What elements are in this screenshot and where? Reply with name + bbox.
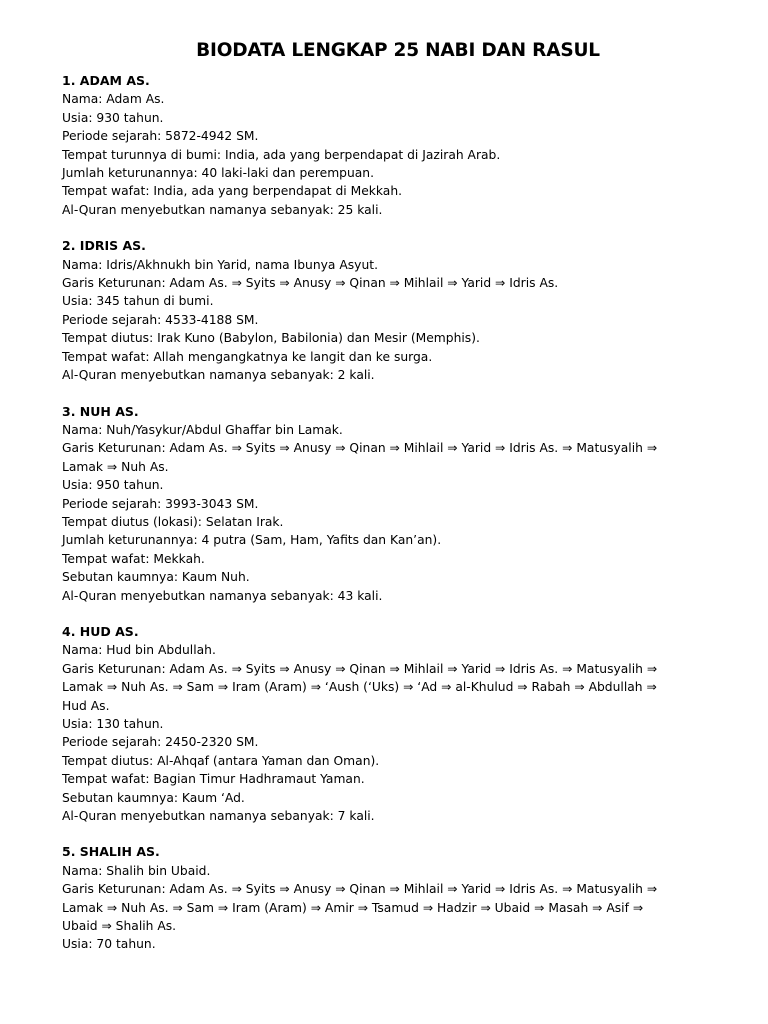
biodata-line: Al-Quran menyebutkan namanya sebanyak: 43 kali. (62, 588, 383, 603)
biodata-line: Nama: Adam As. (62, 92, 165, 107)
biodata-line: Al-Quran menyebutkan namanya sebanyak: 2 kali. (62, 368, 375, 383)
biodata-line: Tempat wafat: Bagian Timur Hadhramaut Yaman. (62, 772, 365, 787)
biodata-line: Usia: 930 tahun. (62, 110, 164, 125)
biodata-line: Nama: Idris/Akhnukh bin Yarid, nama Ibunya Asyut. (62, 257, 378, 272)
biodata-line: Jumlah keturunannya: 4 putra (Sam, Ham, Yafits dan Kan’an). (62, 533, 442, 548)
prophet-section (62, 843, 722, 953)
biodata-line: Tempat turunnya di bumi: India, ada yang berpendapat di Jazirah Arab. (62, 147, 501, 162)
document-page (62, 38, 722, 972)
section-heading: 4. HUD AS. (62, 623, 139, 639)
prophet-section (62, 72, 722, 219)
biodata-line: Lamak ⇒ Nuh As. (62, 459, 169, 474)
biodata-line: Garis Keturunan: Adam As. ⇒ Syits ⇒ Anusy ⇒ Qinan ⇒ Mihlail ⇒ Yarid ⇒ Idris As. (62, 276, 559, 291)
biodata-line: Nama: Hud bin Abdullah. (62, 643, 216, 658)
biodata-line: Al-Quran menyebutkan namanya sebanyak: 7 kali. (62, 809, 375, 824)
biodata-line: Tempat diutus: Al-Ahqaf (antara Yaman dan Oman). (62, 753, 380, 768)
biodata-line: Garis Keturunan: Adam As. ⇒ Syits ⇒ Anusy ⇒ Qinan ⇒ Mihlail ⇒ Yarid ⇒ Idris As. ⇒ Matusyalih ⇒ (62, 661, 658, 676)
biodata-line: Tempat diutus: Irak Kuno (Babylon, Babilonia) dan Mesir (Memphis). (62, 331, 480, 346)
biodata-line: Jumlah keturunannya: 40 laki-laki dan perempuan. (62, 166, 375, 181)
biodata-line: Garis Keturunan: Adam As. ⇒ Syits ⇒ Anusy ⇒ Qinan ⇒ Mihlail ⇒ Yarid ⇒ Idris As. ⇒ Matusyalih ⇒ (62, 882, 658, 897)
biodata-line: Tempat wafat: Allah mengangkatnya ke langit dan ke surga. (62, 349, 433, 364)
biodata-line: Garis Keturunan: Adam As. ⇒ Syits ⇒ Anusy ⇒ Qinan ⇒ Mihlail ⇒ Yarid ⇒ Idris As. ⇒ Matusyalih ⇒ (62, 441, 658, 456)
biodata-line: Periode sejarah: 2450-2320 SM. (62, 735, 259, 750)
biodata-line: Nama: Shalih bin Ubaid. (62, 863, 211, 878)
biodata-line: Hud As. (62, 698, 110, 713)
biodata-line: Usia: 130 tahun. (62, 717, 164, 731)
biodata-line: Periode sejarah: 3993-3043 SM. (62, 496, 259, 511)
biodata-line: Lamak ⇒ Nuh As. ⇒ Sam ⇒ Iram (Aram) ⇒ ‘Aush (‘Uks) ⇒ ‘Ad ⇒ al-Khulud ⇒ Rabah ⇒ Abdullah ⇒ (62, 680, 657, 695)
section-heading: 3. NUH AS. (62, 403, 139, 419)
prophet-section (62, 623, 722, 825)
biodata-line: Sebutan kaumnya: Kaum ‘Ad. (62, 790, 245, 805)
document-title: BIODATA LENGKAP 25 NABI DAN RASUL (196, 40, 600, 61)
prophet-section (62, 237, 722, 384)
biodata-line: Al-Quran menyebutkan namanya sebanyak: 25 kali. (62, 202, 383, 217)
biodata-line: Periode sejarah: 4533-4188 SM. (62, 312, 259, 327)
prophet-section (62, 403, 722, 605)
section-heading: 5. SHALIH AS. (62, 844, 160, 860)
biodata-line: Usia: 950 tahun. (62, 478, 164, 493)
biodata-line: Periode sejarah: 5872-4942 SM. (62, 129, 259, 144)
biodata-line: Tempat wafat: Mekkah. (62, 551, 205, 566)
sections-container (62, 72, 722, 954)
biodata-line: Ubaid ⇒ Shalih As. (62, 919, 177, 934)
biodata-line: Sebutan kaumnya: Kaum Nuh. (62, 570, 250, 585)
biodata-line: Tempat wafat: India, ada yang berpendapat di Mekkah. (62, 184, 403, 199)
section-heading: 2. IDRIS AS. (62, 238, 146, 254)
biodata-line: Nama: Nuh/Yasykur/Abdul Ghaffar bin Lamak. (62, 422, 343, 437)
biodata-line: Tempat diutus (lokasi): Selatan Irak. (62, 514, 284, 529)
biodata-line: Lamak ⇒ Nuh As. ⇒ Sam ⇒ Iram (Aram) ⇒ Amir ⇒ Tsamud ⇒ Hadzir ⇒ Ubaid ⇒ Masah ⇒ Asif ⇒ (62, 900, 644, 915)
section-heading: 1. ADAM AS. (62, 73, 150, 88)
biodata-line: Usia: 345 tahun di bumi. (62, 294, 214, 309)
biodata-line: Usia: 70 tahun. (62, 937, 156, 952)
